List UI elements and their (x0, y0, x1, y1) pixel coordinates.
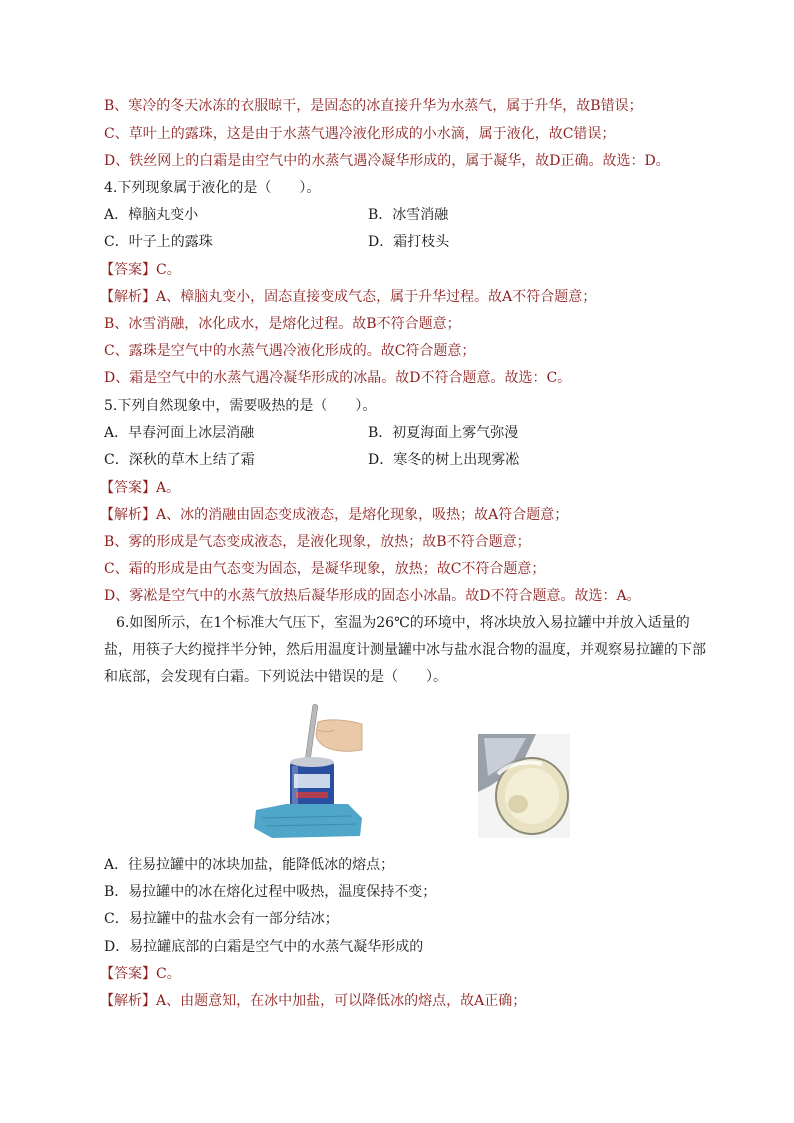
q6-analysis-first (100, 991, 526, 1011)
q4-analysis-line-c: C、露珠是空气中的水蒸气遇冷液化形成的。故C符合题意； (104, 343, 476, 359)
frost-can-bottom-figure (478, 734, 570, 838)
can-stirring-figure (252, 700, 364, 840)
q6-option-c: C．易拉罐中的盐水会有一部分结冰； (104, 911, 339, 927)
prev-answer-line-c: C、草叶上的露珠，这是由于水蒸气遇冷液化形成的小水滴，属于液化，故C错误； (104, 126, 616, 142)
q4-analysis-line-b: B、冰雪消融，冰化成水，是熔化过程。故B不符合题意； (104, 316, 461, 332)
q5-analysis-label: 【解析】 (100, 507, 156, 523)
q4-option-c: C．叶子上的露珠 (104, 234, 213, 250)
q6-answer-label: 【答案】 (100, 966, 156, 982)
prev-answer-line-d: D、铁丝网上的白霜是由空气中的水蒸气遇冷凝华形成的，属于凝华，故D正确。故选：D。 (104, 153, 670, 169)
q6-analysis-first-text: A、由题意知，在冰中加盐，可以降低冰的熔点，故A正确； (156, 993, 527, 1009)
q6-option-b: B．易拉罐中的冰在熔化过程中吸热，温度保持不变； (104, 884, 437, 900)
q4-answer (100, 260, 181, 280)
q5-option-b: B．初夏海面上雾气弥漫 (368, 425, 519, 441)
q5-analysis-first-text: A、冰的消融由固态变成液态，是熔化现象，吸热；故A符合题意； (156, 507, 569, 523)
q4-analysis-label: 【解析】 (100, 289, 156, 305)
q4-answer-value: C。 (156, 262, 181, 278)
q5-answer-value: A。 (156, 480, 181, 496)
q4-analysis-first-text: A、樟脑丸变小，固态直接变成气态，属于升华过程。故A不符合题意； (156, 289, 597, 305)
q5-analysis-line-d: D、雾凇是空气中的水蒸气放热后凝华形成的固态小冰晶。故D不符合题意。故选：A。 (104, 588, 641, 604)
q6-analysis-label: 【解析】 (100, 993, 156, 1009)
q6-answer (100, 964, 181, 984)
q6-answer-value: C。 (156, 966, 181, 982)
prev-answer-line-b: B、寒冷的冬天冰冻的衣服晾干，是固态的冰直接升华为水蒸气，属于升华，故B错误； (104, 98, 643, 114)
q6-option-a: A．往易拉罐中的冰块加盐，能降低冰的熔点； (104, 857, 395, 873)
q4-stem: 4.下列现象属于液化的是（ ）。 (104, 180, 321, 196)
q5-analysis-line-c: C、霜的形成是由气态变为固态，是凝华现象，放热；故C不符合题意； (104, 561, 546, 577)
q5-option-c: C．深秋的草木上结了霜 (104, 452, 255, 468)
q6-stem: 6.如图所示，在1个标准大气压下，室温为26℃的环境中，将冰块放入易拉罐中并放入适量的盐，用筷子大约搅拌半分钟，然后用温度计测量罐中冰与盐水混合物的温度，并观察易拉罐的下部和底部，会发现有白霜。下列说法中错误的是（ ）。 (104, 615, 706, 685)
q5-analysis-line-b: B、雾的形成是气态变成液态，是液化现象，放热；故B不符合题意； (104, 534, 531, 550)
q4-option-b: B．冰雪消融 (368, 207, 449, 223)
q5-answer (100, 478, 180, 498)
q4-analysis-first (100, 287, 596, 307)
q5-option-d: D．寒冬的树上出现雾凇 (368, 452, 520, 468)
q5-option-a: A．早春河面上冰层消融 (104, 425, 255, 441)
q4-analysis-line-d: D、霜是空气中的水蒸气遇冷凝华形成的冰晶。故D不符合题意。故选：C。 (104, 370, 572, 386)
q4-option-a: A．樟脑丸变小 (104, 207, 199, 223)
q6-option-d: D．易拉罐底部的白霜是空气中的水蒸气凝华形成的 (104, 939, 424, 955)
q5-analysis-first (100, 505, 568, 525)
q4-option-d: D．霜打枝头 (368, 234, 450, 250)
q5-answer-label: 【答案】 (100, 480, 156, 496)
q4-answer-label: 【答案】 (100, 262, 156, 278)
q5-stem: 5.下列自然现象中，需要吸热的是（ ）。 (104, 398, 377, 414)
